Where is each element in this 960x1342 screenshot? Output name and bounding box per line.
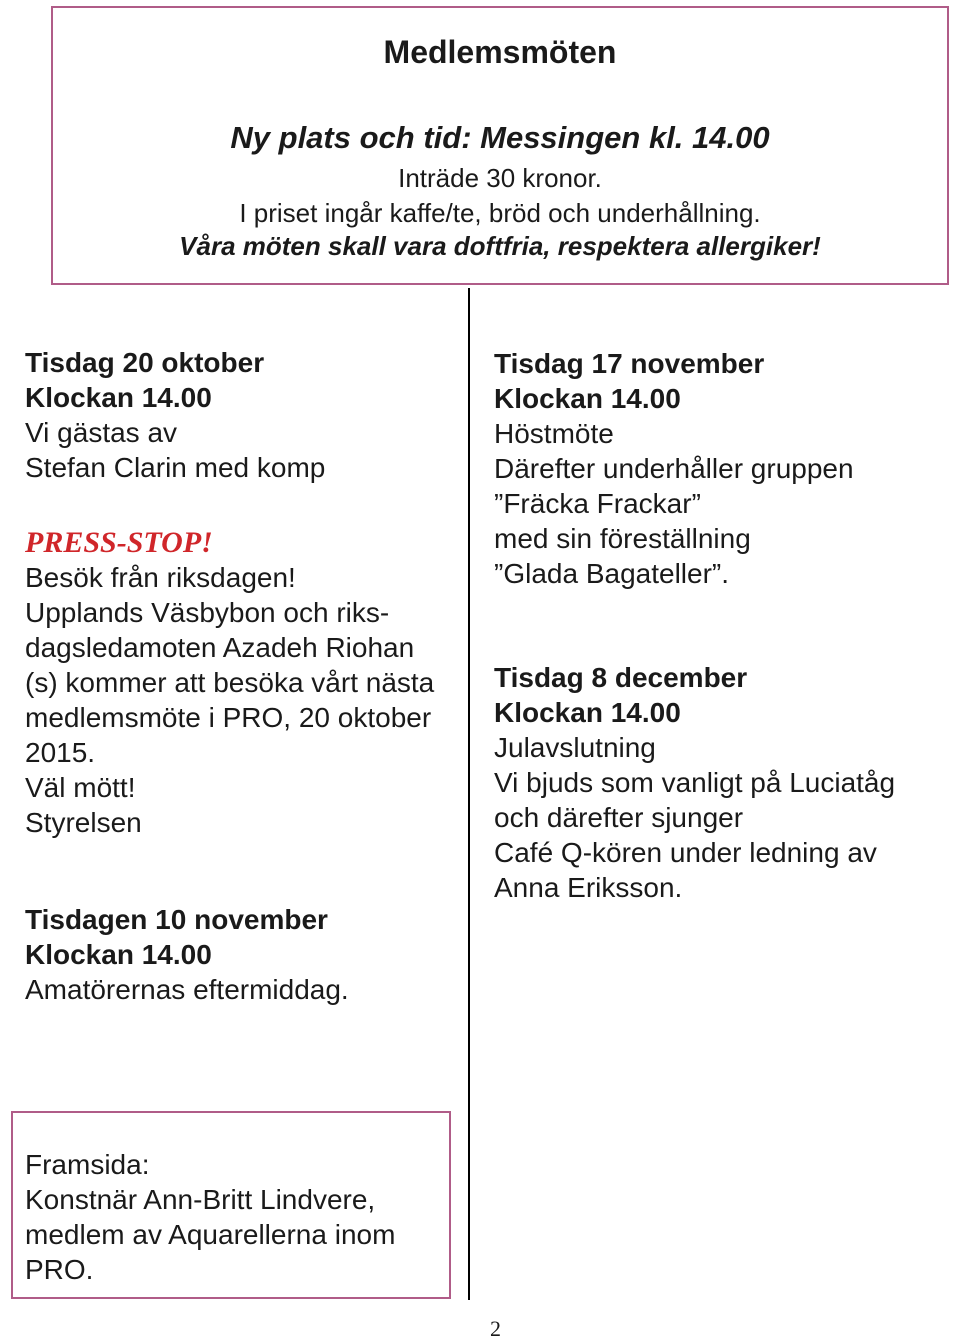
meeting-line: ”Glada Bagateller”. — [494, 558, 730, 589]
meeting-date: Tisdag 20 oktober — [25, 347, 265, 378]
header-box — [51, 6, 949, 285]
meeting-date: Tisdagen 10 november — [25, 904, 328, 935]
column-divider — [468, 288, 470, 1300]
press-line: 2015. — [25, 737, 96, 768]
press-line: Upplands Väsbybon och riks- — [25, 597, 390, 628]
meeting-line: och därefter sjunger — [494, 802, 744, 833]
press-stop-heading: PRESS-STOP! — [25, 526, 213, 559]
meeting-november-10 — [25, 902, 349, 1007]
page-title: Medlemsmöten — [383, 34, 617, 70]
meeting-time: Klockan 14.00 — [25, 382, 212, 413]
meeting-line: Vi bjuds som vanligt på Luciatåg — [494, 767, 896, 798]
venue-subtitle: Ny plats och tid: Messingen kl. 14.00 — [230, 120, 770, 155]
cover-note-box — [11, 1111, 451, 1299]
meeting-line: Höstmöte — [494, 418, 614, 449]
meeting-line: Anna Eriksson. — [494, 872, 683, 903]
meeting-line: Café Q-kören under ledning av — [494, 837, 877, 868]
meeting-line: med sin föreställning — [494, 523, 751, 554]
press-line: medlemsmöte i PRO, 20 oktober — [25, 702, 432, 733]
cover-note-line: Konstnär Ann-Britt Lindvere, — [25, 1184, 376, 1215]
fragrance-notice: Våra möten skall vara doftfria, respektera allergiker! — [179, 231, 821, 261]
meeting-date: Tisdag 8 december — [494, 662, 748, 693]
meeting-time: Klockan 14.00 — [25, 939, 212, 970]
meeting-line: Julavslutning — [494, 732, 656, 763]
press-stop-section — [25, 525, 434, 840]
meeting-line: ”Fräcka Frackar” — [494, 488, 701, 519]
press-line: Väl mött! — [25, 772, 136, 803]
cover-note — [25, 1147, 395, 1287]
meeting-october — [25, 345, 325, 485]
meeting-december-8 — [494, 660, 895, 905]
cover-note-line: PRO. — [25, 1254, 94, 1285]
page-number: 2 — [490, 1316, 501, 1341]
fee-text: Inträde 30 kronor. — [398, 163, 602, 193]
meeting-line: Stefan Clarin med komp — [25, 452, 326, 483]
meeting-line: Amatörernas eftermiddag. — [25, 974, 349, 1005]
meeting-line: Därefter underhåller gruppen — [494, 453, 854, 484]
includes-text: I priset ingår kaffe/te, bröd och underhållning. — [239, 198, 761, 228]
meeting-time: Klockan 14.00 — [494, 697, 681, 728]
press-line: (s) kommer att besöka vårt nästa — [25, 667, 435, 698]
press-line: dagsledamoten Azadeh Riohan — [25, 632, 415, 663]
meeting-november-17 — [494, 346, 854, 591]
press-line: Besök från riksdagen! — [25, 562, 296, 593]
meeting-line: Vi gästas av — [25, 417, 178, 448]
cover-note-line: Framsida: — [25, 1149, 150, 1180]
meeting-time: Klockan 14.00 — [494, 383, 681, 414]
cover-note-line: medlem av Aquarellerna inom — [25, 1219, 396, 1250]
press-line: Styrelsen — [25, 807, 142, 838]
meeting-date: Tisdag 17 november — [494, 348, 765, 379]
